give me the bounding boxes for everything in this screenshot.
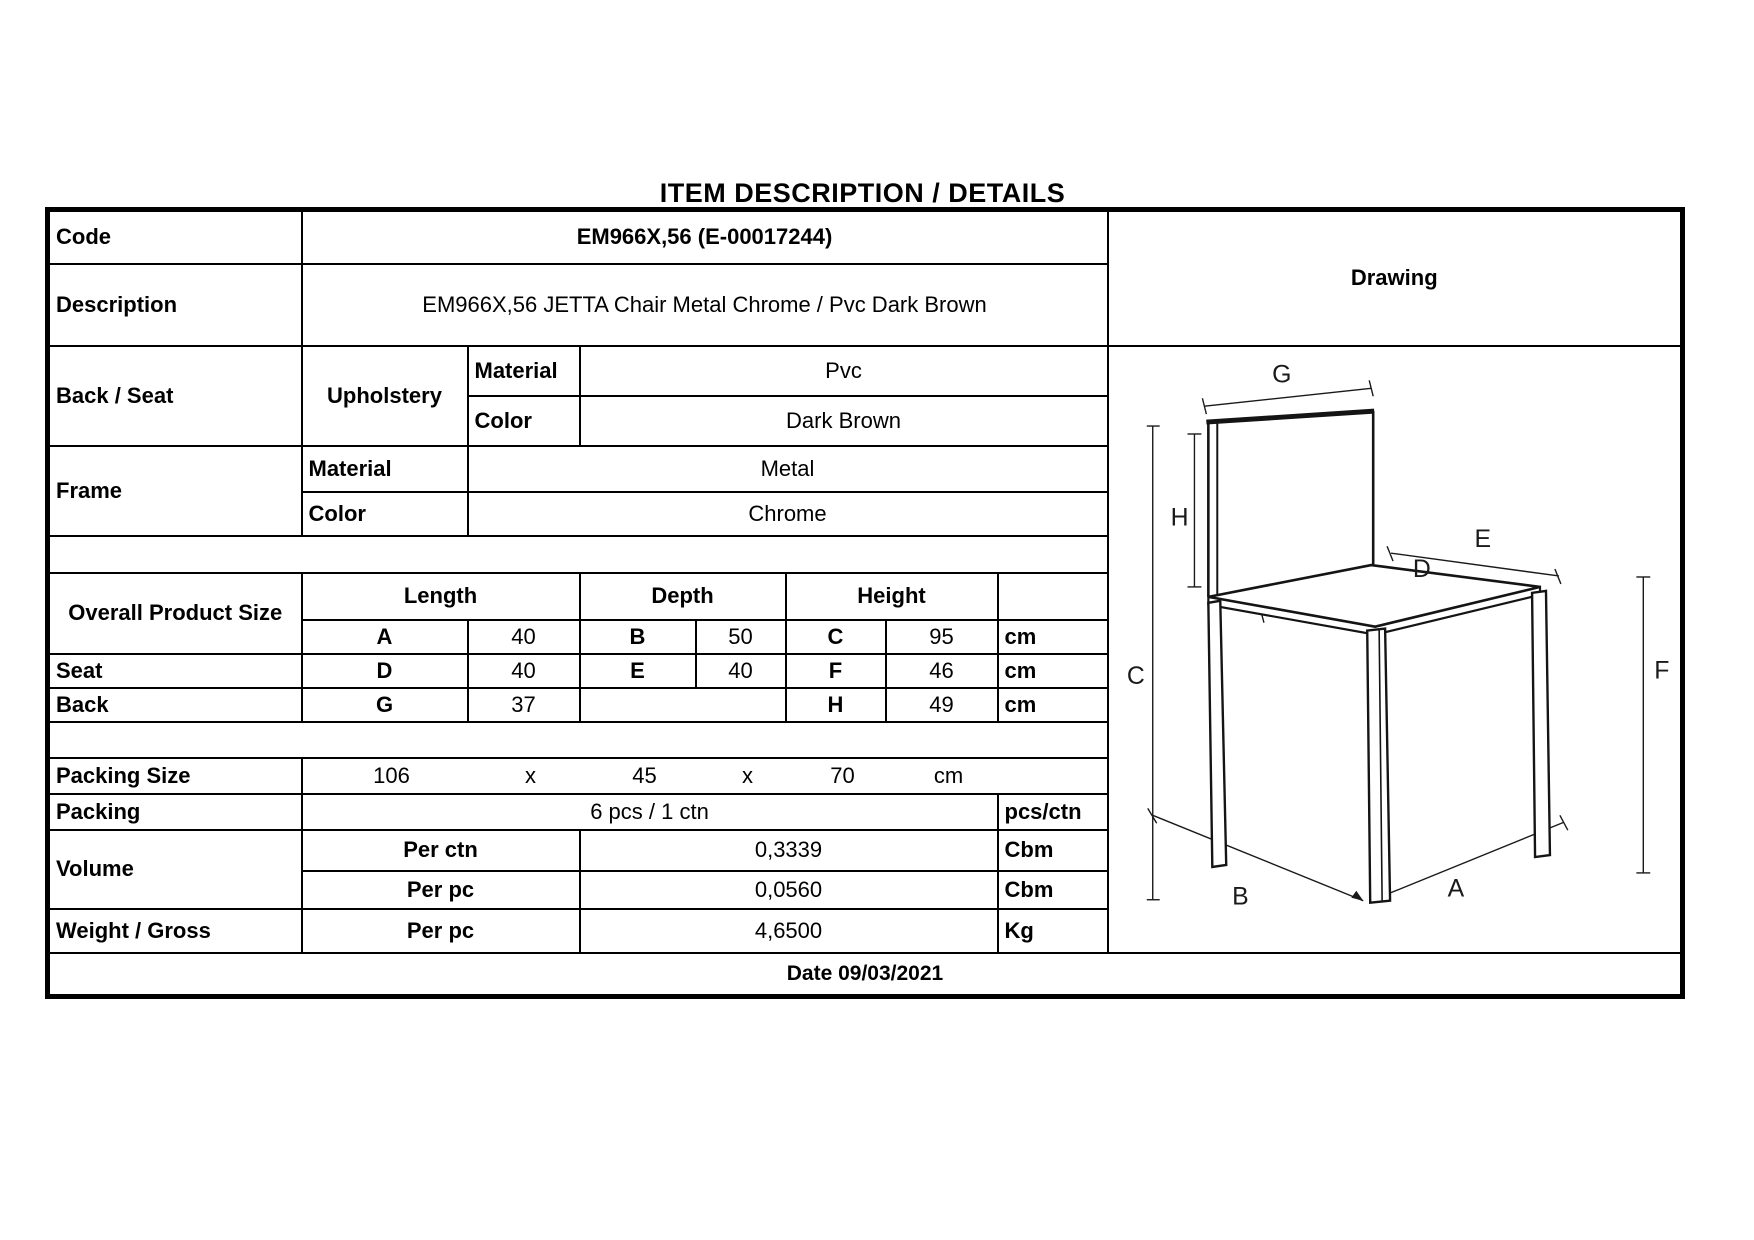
back-label: Back bbox=[48, 688, 302, 722]
row-date bbox=[48, 953, 1683, 997]
overall-value-c: 95 bbox=[886, 620, 998, 654]
dim-label-F: F bbox=[1653, 656, 1669, 684]
overall-value-b: 50 bbox=[696, 620, 786, 654]
back-seat-color-value: Dark Brown bbox=[580, 396, 1108, 446]
spacer-cell bbox=[48, 536, 1108, 573]
packing-size-x2: x bbox=[742, 762, 753, 788]
back-value-g: 37 bbox=[468, 688, 580, 722]
dim-label-A: A bbox=[1447, 875, 1464, 903]
chair-body bbox=[1206, 411, 1550, 903]
spacer-cell-2 bbox=[48, 722, 1108, 758]
seat-value-d: 40 bbox=[468, 654, 580, 688]
weight-unit: Kg bbox=[998, 909, 1108, 953]
dim-label-G: G bbox=[1271, 360, 1292, 388]
dim-label-D: D bbox=[1412, 555, 1431, 583]
back-seat-material-key: Material bbox=[468, 346, 580, 396]
back-empty-cell bbox=[580, 688, 786, 722]
back-seat-label: Back / Seat bbox=[48, 346, 302, 446]
packing-size-x1: x bbox=[525, 762, 536, 788]
seat-unit: cm bbox=[998, 654, 1108, 688]
packing-size-h: 70 bbox=[830, 762, 855, 788]
weight-key: Per pc bbox=[302, 909, 580, 953]
back-unit: cm bbox=[998, 688, 1108, 722]
seat-letter-e: E bbox=[580, 654, 696, 688]
overall-letter-b: B bbox=[580, 620, 696, 654]
packing-value: 6 pcs / 1 ctn bbox=[302, 794, 998, 830]
frame-label: Frame bbox=[48, 446, 302, 537]
weight-label: Weight / Gross bbox=[48, 909, 302, 953]
frame-color-value: Chrome bbox=[468, 492, 1108, 536]
back-letter-h: H bbox=[786, 688, 886, 722]
row-back-seat-material bbox=[48, 346, 1683, 396]
back-seat-color-key: Color bbox=[468, 396, 580, 446]
frame-material-key: Material bbox=[302, 446, 468, 493]
volume-ctn-unit: Cbm bbox=[998, 830, 1108, 871]
packing-size-d: 45 bbox=[632, 762, 657, 788]
volume-ctn-value: 0,3339 bbox=[580, 830, 998, 871]
description-label: Description bbox=[48, 264, 302, 346]
date-value: Date 09/03/2021 bbox=[48, 953, 1683, 997]
packing-size-l: 106 bbox=[373, 762, 410, 788]
back-value-h: 49 bbox=[886, 688, 998, 722]
back-letter-g: G bbox=[302, 688, 468, 722]
volume-pc-value: 0,0560 bbox=[580, 871, 998, 909]
overall-value-a: 40 bbox=[468, 620, 580, 654]
dim-label-C: C bbox=[1126, 662, 1145, 690]
weight-value: 4,6500 bbox=[580, 909, 998, 953]
dim-label-B: B bbox=[1231, 883, 1249, 911]
description-value: EM966X,56 JETTA Chair Metal Chrome / Pvc Dark Brown bbox=[302, 264, 1108, 346]
drawing-area bbox=[1108, 346, 1683, 953]
overall-letter-c: C bbox=[786, 620, 886, 654]
size-header-length: Length bbox=[302, 573, 580, 620]
volume-label: Volume bbox=[48, 830, 302, 909]
volume-pc-unit: Cbm bbox=[998, 871, 1108, 909]
volume-pc-key: Per pc bbox=[302, 871, 580, 909]
back-seat-upholstery: Upholstery bbox=[302, 346, 468, 446]
frame-color-key: Color bbox=[302, 492, 468, 536]
size-header-height: Height bbox=[786, 573, 998, 620]
code-value: EM966X,56 (E-00017244) bbox=[302, 210, 1108, 264]
seat-letter-d: D bbox=[302, 654, 468, 688]
seat-value-e: 40 bbox=[696, 654, 786, 688]
packing-size-unit: cm bbox=[933, 762, 964, 788]
page-title: ITEM DESCRIPTION / DETAILS bbox=[659, 178, 1066, 208]
row-code bbox=[48, 210, 1683, 264]
spec-table bbox=[45, 207, 1685, 999]
dim-label-E: E bbox=[1473, 525, 1491, 553]
frame-material-value: Metal bbox=[468, 446, 1108, 493]
size-header-unit-cell bbox=[998, 573, 1108, 620]
packing-label: Packing bbox=[48, 794, 302, 830]
overall-letter-a: A bbox=[302, 620, 468, 654]
size-label: Overall Product Size bbox=[48, 573, 302, 654]
seat-value-f: 46 bbox=[886, 654, 998, 688]
chair-drawing bbox=[1115, 347, 1683, 946]
packing-size-label: Packing Size bbox=[48, 758, 302, 794]
packing-unit: pcs/ctn bbox=[998, 794, 1108, 830]
seat-letter-f: F bbox=[786, 654, 886, 688]
seat-label: Seat bbox=[48, 654, 302, 688]
volume-ctn-key: Per ctn bbox=[302, 830, 580, 871]
packing-size-values bbox=[302, 758, 1108, 794]
drawing-header: Drawing bbox=[1108, 210, 1683, 346]
code-label: Code bbox=[48, 210, 302, 264]
dim-label-H: H bbox=[1170, 503, 1189, 531]
overall-unit: cm bbox=[998, 620, 1108, 654]
back-seat-material-value: Pvc bbox=[580, 346, 1108, 396]
size-header-depth: Depth bbox=[580, 573, 786, 620]
